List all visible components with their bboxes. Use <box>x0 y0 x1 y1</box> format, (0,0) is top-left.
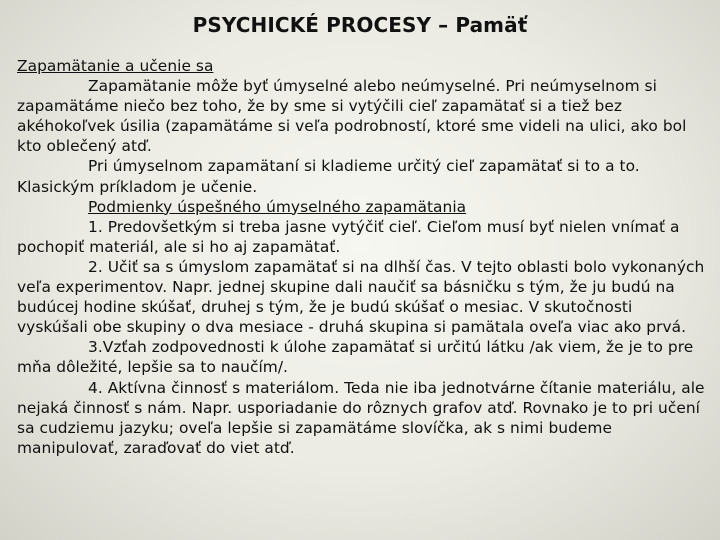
slide-content <box>17 56 707 458</box>
condition-item-3: 3.Vzťah zodpovednosti k úlohe zapamätať si určitú látku /ak viem, že je to pre mňa dôležité, lepšie sa to naučím/. <box>17 338 694 377</box>
section-heading-text: Zapamätanie a učenie sa <box>17 57 214 75</box>
section-heading <box>17 56 707 76</box>
paragraph-intentional-vs-unintentional: Zapamätanie môže byť úmyselné alebo neúmyselné. Pri neúmyselnom si zapamätáme niečo bez toho, že by sme si vytýčili cieľ zapamätať si a tiež bez akéhokoľvek úsilia (zapamätáme si veľa podrobností, ktoré sme videli na ulici, ako bol kto oblečený atď. <box>17 77 687 156</box>
condition-item-2: 2. Učiť sa s úmyslom zapamätať si na dlhší čas. V tejto oblasti bolo vykonaných veľa experimentov. Napr. jednej skupine dali naučiť sa básničku s tým, že ju budú na budúcej hodine skúšať, druhej s tým, že je budú skúšať o mesiac. V skutočnosti vyskúšali obe skupiny o dva mesiace - druhá skupina si pamätala oveľa viac ako prvá. <box>17 257 705 337</box>
condition-item-4: 4. Aktívna činnosť s materiálom. Teda nie iba jednotvárne čítanie materiálu, ale nejaká činnosť s nám. Napr. usporiadanie do rôznych grafov atď. Rovnako je to pri učení sa cudziemu jazyku; oveľa lepšie si zapamätáme slovíčka, ak s nimi budeme manipulovať, zaraďovať do viet atď. <box>17 378 705 457</box>
paragraph-intentional: Pri úmyselnom zapamätaní si kladieme určitý cieľ zapamätať si to a to. Klasickým príkladom je učenie. <box>17 157 640 196</box>
slide-title: PSYCHICKÉ PROCESY – Pamäť <box>192 13 528 37</box>
conditions-heading <box>17 197 707 217</box>
conditions-heading-text: Podmienky úspešného úmyselného zapamätania <box>88 197 467 216</box>
condition-item-1: 1. Predovšetkým si treba jasne vytýčiť cieľ. Cieľom musí byť nielen vnímať a pochopiť materiál, ale si ho aj zapamätať. <box>17 217 680 256</box>
